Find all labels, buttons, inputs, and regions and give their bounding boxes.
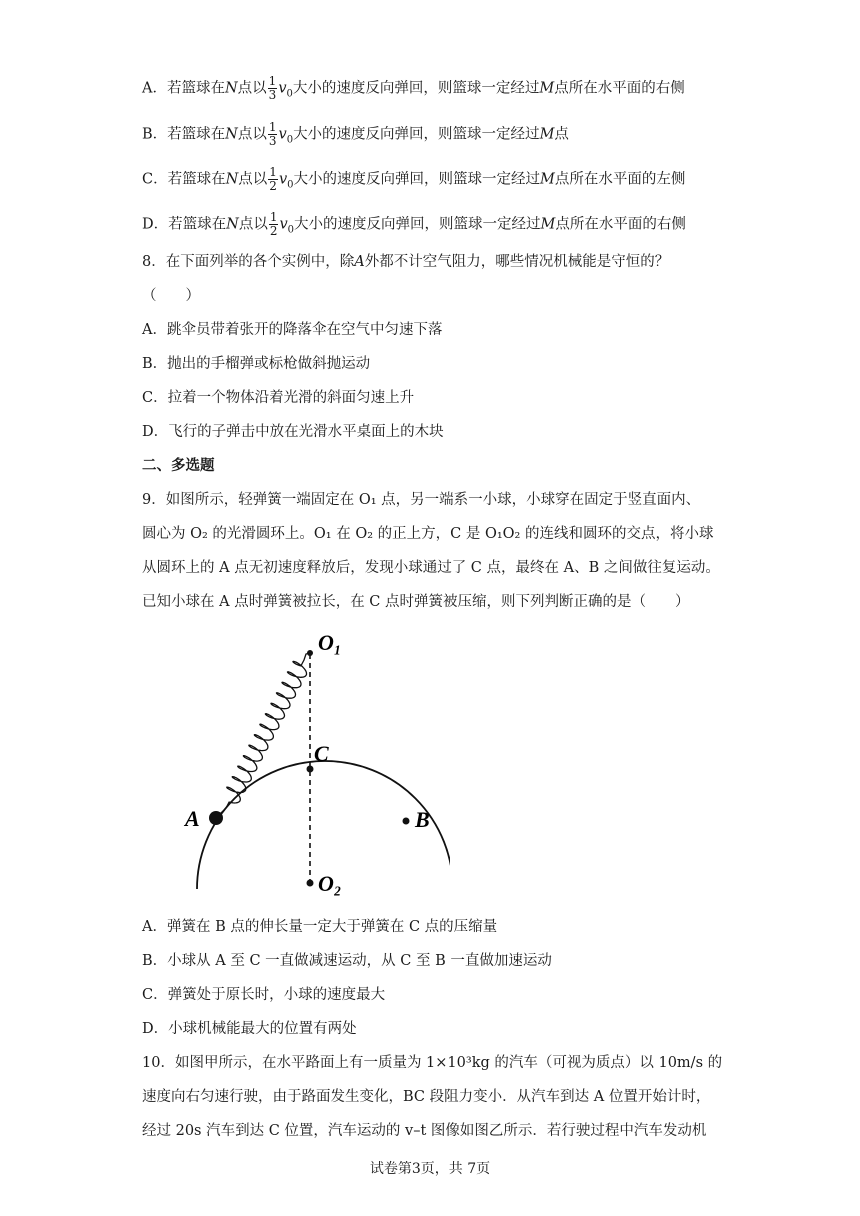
section-title: 二、多选题 [142,457,215,474]
q9-option-a: A．弹簧在 B 点的伸长量一定大于弹簧在 C 点的压缩量 [142,919,498,935]
spring-coil [216,653,310,818]
q10-stem-line-1: 10．如图甲所示，在水平路面上有一质量为 1×10³kg 的汽车（可视为质点）以 10m/s 的 [142,1055,723,1071]
point-o1 [307,650,313,656]
q9-stem-line-4: 已知小球在 A 点时弹簧被拉长，在 C 点时弹簧被压缩，则下列判断正确的是（ ） [142,594,690,610]
q7-option-b: B．若篮球在N点以 $\frac{1}{3}$ $v_0$大小的速度反向弹回，则篮球一定经过M点 [142,120,569,148]
q9-stem-line-2: 圆心为 O₂ 的光滑圆环上。O₁ 在 O₂ 的正上方，C 是 O₁O₂ 的连线和圆环的交点，将小球 [142,526,714,542]
q8-option-b: B．抛出的手榴弹或标枪做斜抛运动 [142,356,371,372]
fraction: $\frac{1}{3}$ [268,120,277,148]
q7-option-a: A．若篮球在N点以 $\frac{1}{3}$ $v_0$大小的速度反向弹回，则篮球一定经过M点所在水平面的右侧 [142,74,685,102]
label-o1: O₁ [318,630,342,655]
q8-stem: 8．在下面列举的各个实例中，除A外都不计空气阻力，哪些情况机械能是守恒的？ [142,254,670,270]
q9-stem-line-3: 从圆环上的 A 点无初速度释放后，发现小球通过了 C 点，最终在 A、B 之间做往复运动。 [142,560,720,576]
q7-option-d: D．若篮球在N点以 $\frac{1}{2}$ $v_0$大小的速度反向弹回，则篮球一定经过M点所在水平面的右侧 [142,210,686,238]
ring-arc [197,761,450,889]
fraction: $\frac{1}{3}$ [268,74,277,102]
point-o2 [307,880,314,887]
q8-option-c: C．拉着一个物体沿着光滑的斜面匀速上升 [142,390,415,406]
q9-option-b: B．小球从 A 至 C 一直做减速运动，从 C 至 B 一直做加速运动 [142,953,552,969]
page-footer: 试卷第3页，共 7页 [369,1161,491,1177]
label-b: B [415,807,430,832]
q8-option-a: A．跳伞员带着张开的降落伞在空气中匀速下落 [142,322,443,338]
fraction: $\frac{1}{2}$ [269,165,277,193]
label-c: C [314,741,329,766]
q7-option-c: C．若篮球在N点以 $\frac{1}{2}$ $v_0$大小的速度反向弹回，则篮球一定经过M点所在水平面的左侧 [142,165,686,193]
q9-option-c: C．弹簧处于原长时，小球的速度最大 [142,987,386,1003]
fraction: $\frac{1}{2}$ [269,210,278,238]
q9-option-d: D．小球机械能最大的位置有两处 [142,1021,357,1037]
point-c [307,766,314,773]
label-a: A [185,806,200,831]
q9-stem-line-1: 9．如图所示，轻弹簧一端固定在 O₁ 点，另一端系一小球，小球穿在固定于竖直面内、 [142,492,701,508]
spring-ring-diagram [180,624,450,899]
q10-stem-line-2: 速度向右匀速行驶，由于路面发生变化，BC 段阻力变小．从汽车到达 A 位置开始计时， [142,1089,711,1105]
point-b [403,818,410,825]
q8-answer-bracket: （ ） [142,288,200,304]
ball-a [209,811,223,825]
q10-stem-line-3: 经过 20s 汽车到达 C 位置，汽车运动的 v–t 图像如图乙所示．若行驶过程中汽车发动机 [142,1123,707,1139]
label-o2: O₂ [318,871,342,896]
q8-option-d: D．飞行的子弹击中放在光滑水平桌面上的木块 [142,424,444,440]
